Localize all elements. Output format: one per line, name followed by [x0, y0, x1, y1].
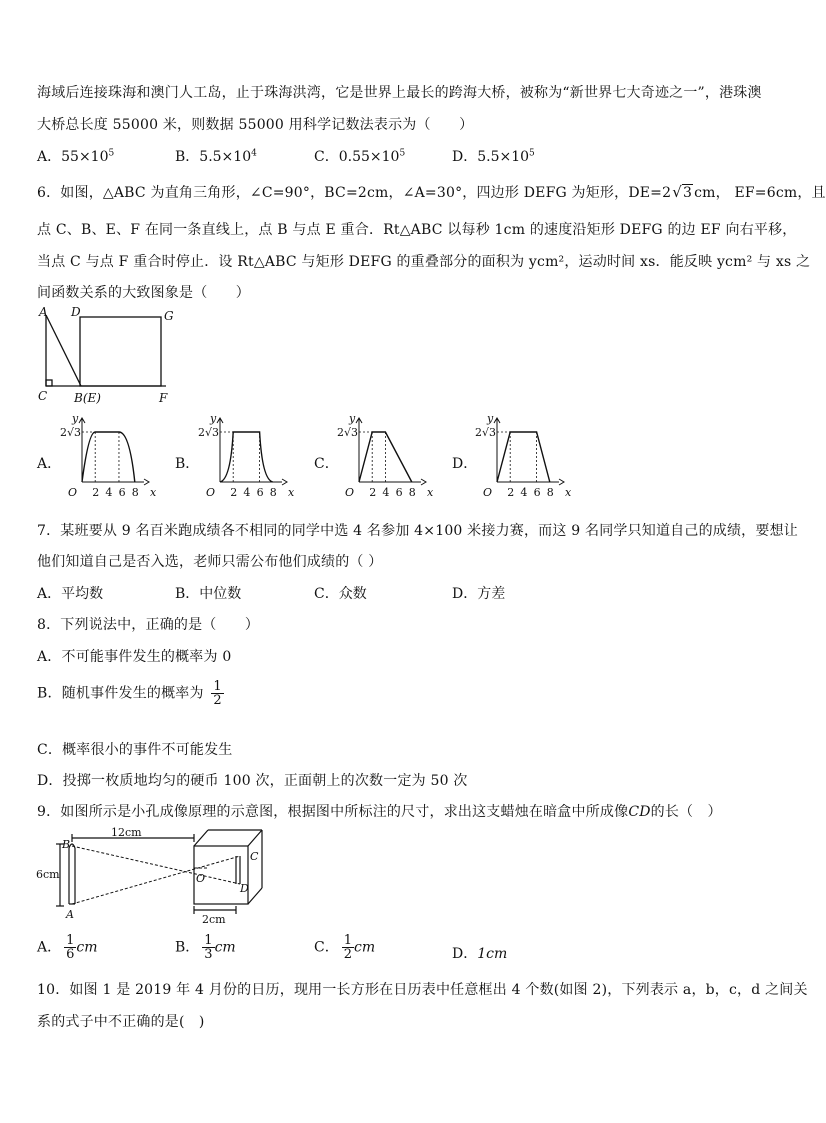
q9-option-c[interactable]: C． $\frac{1}{2}$ cm: [314, 933, 376, 962]
q8-option-c[interactable]: C．概率很小的事件不可能发生: [37, 742, 233, 758]
q9-label-b: B: [62, 838, 71, 851]
q6-label-g: G: [164, 309, 174, 323]
q6-label-a: A: [39, 305, 48, 319]
x-axis-label: x: [427, 486, 434, 499]
x-tick-label: 4: [382, 486, 390, 499]
x-axis-arrow-icon: [144, 479, 149, 485]
q7-line-2: 他们知道自己是否入选，老师只需公布他们成绩的（ ）: [37, 554, 383, 570]
q5-line-1: 海域后连接珠海和澳门人工岛，止于珠海洪湾，它是世界上最长的跨海大桥，被称为“新世界七大奇迹之一”，港珠澳: [37, 85, 762, 101]
q6-label-d: D: [71, 305, 81, 319]
y-axis-label: y: [349, 412, 356, 425]
q6-option-c-label[interactable]: C．: [314, 456, 339, 472]
x-tick-label: 6: [118, 486, 126, 499]
q9-option-b[interactable]: B． $\frac{1}{3}$ cm: [175, 933, 236, 962]
q6-line-4: 间函数关系的大致图象是（ ）: [37, 285, 250, 301]
origin-label: O: [206, 486, 216, 499]
x-tick-label: 2: [92, 486, 100, 499]
origin-label: O: [483, 486, 493, 499]
x-tick-label: 8: [408, 486, 416, 499]
q6-option-a-label[interactable]: A．: [37, 456, 62, 472]
origin-label: O: [68, 486, 78, 499]
q6-label-c: C: [38, 389, 48, 403]
q8-stem: 8．下列说法中，正确的是（ ）: [37, 617, 260, 633]
q6-line-1: 6．如图，△ABC 为直角三角形，∠C=90°，BC=2cm，∠A=30°，四边形 DEFG 为矩形，DE=2√3 cm， EF=6cm，且: [37, 183, 826, 201]
y-max-label: 2√3: [475, 426, 497, 439]
q6-option-b-label[interactable]: B．: [175, 456, 200, 472]
x-axis-arrow-icon: [421, 479, 426, 485]
x-axis-arrow-icon: [559, 479, 564, 485]
x-tick-label: 8: [269, 486, 277, 499]
x-axis-label: x: [288, 486, 295, 499]
q8-option-b[interactable]: B．随机事件发生的概率为 $\frac{1}{2}$: [37, 679, 222, 708]
y-axis-label: y: [487, 412, 494, 425]
x-tick-label: 4: [105, 486, 113, 499]
x-axis-label: x: [565, 486, 572, 499]
q5-line-2: 大桥总长度 55000 米，则数据 55000 用科学记数法表示为（ ）: [37, 117, 474, 133]
x-axis-arrow-icon: [282, 479, 287, 485]
q9-label-d: D: [240, 882, 249, 895]
x-tick-label: 4: [243, 486, 251, 499]
q9-option-a[interactable]: A． $\frac{1}{6}$ cm: [37, 933, 98, 962]
origin-label: O: [345, 486, 355, 499]
x-tick-label: 8: [131, 486, 139, 499]
q6-line-2: 点 C、B、E、F 在同一条直线上，点 B 与点 E 重合．Rt△ABC 以每秒 1cm 的速度沿矩形 DEFG 的边 EF 向右平移，: [37, 222, 797, 238]
y-max-label: 2√3: [60, 426, 82, 439]
q10-line-2: 系的式子中不正确的是( ): [37, 1014, 205, 1030]
q8-option-b-fraction: $\frac{1}{2}$: [213, 679, 222, 708]
x-tick-label: 2: [507, 486, 515, 499]
graph-curve: [82, 432, 135, 482]
y-max-label: 2√3: [337, 426, 359, 439]
q7-option-b[interactable]: B．中位数: [175, 586, 242, 602]
q9-pinhole-figure: [36, 826, 276, 926]
q9-stem: 9．如图所示是小孔成像原理的示意图，根据图中所标注的尺寸，求出这支蜡烛在暗盒中所成像CD的长（ ）: [37, 804, 722, 820]
q7-line-1: 7．某班要从 9 名百米跑成绩各不相同的同学中选 4 名参加 4×100 米接力赛，而这 9 名同学只知道自己的成绩，要想让: [37, 523, 798, 539]
q5-option-b[interactable]: B．$5.5\times 10^4$: [175, 148, 257, 165]
y-axis-label: y: [210, 412, 217, 425]
q9-label-a: A: [66, 908, 74, 921]
q6-label-be: B(E): [74, 391, 101, 405]
x-tick-label: 2: [369, 486, 377, 499]
q8-option-d[interactable]: D．投掷一枚质地均匀的硬币 100 次，正面朝上的次数一定为 50 次: [37, 773, 468, 789]
q9-label-12cm: 12cm: [111, 826, 142, 839]
q10-line-1: 10．如图 1 是 2019 年 4 月份的日历，现用一长方形在日历表中任意框出 4 个数(如图 2)，下列表示 a，b，c，d 之间关: [37, 982, 808, 998]
q6-triangle-rectangle-figure: [36, 306, 186, 406]
q9-label-6cm: 6cm: [36, 868, 60, 881]
graph-curve: [497, 432, 550, 482]
y-max-label: 2√3: [198, 426, 220, 439]
q9-option-d[interactable]: D．1cm: [452, 946, 508, 962]
q9-label-c: C: [250, 850, 259, 863]
graph-curve: [220, 432, 273, 482]
q7-option-a[interactable]: A．平均数: [37, 586, 104, 602]
q7-option-d[interactable]: D．方差: [452, 586, 506, 602]
x-axis-label: x: [150, 486, 157, 499]
q6-option-d-label[interactable]: D．: [452, 456, 478, 472]
x-tick-label: 8: [546, 486, 554, 499]
q6-label-f: F: [159, 391, 168, 405]
y-axis-label: y: [72, 412, 79, 425]
q8-option-a[interactable]: A．不可能事件发生的概率为 0: [37, 649, 232, 665]
q6-graph-d[interactable]: [475, 410, 585, 502]
x-tick-label: 6: [395, 486, 403, 499]
x-tick-label: 2: [230, 486, 238, 499]
q6-graph-c[interactable]: [337, 410, 447, 502]
q6-line-3: 当点 C 与点 F 重合时停止．设 Rt△ABC 与矩形 DEFG 的重叠部分的面积为 ycm²，运动时间 xs．能反映 ycm² 与 xs 之: [37, 254, 811, 270]
q9-label-o: O: [196, 872, 206, 885]
x-tick-label: 4: [520, 486, 528, 499]
q6-graph-b[interactable]: [198, 410, 308, 502]
q5-option-d[interactable]: D．$5.5\times 10^5$: [452, 148, 535, 165]
x-tick-label: 6: [256, 486, 264, 499]
q9-label-2cm: 2cm: [202, 913, 226, 926]
q5-option-a[interactable]: A．$55\times 10^5$: [37, 148, 115, 165]
x-tick-label: 6: [533, 486, 541, 499]
q7-option-c[interactable]: C．众数: [314, 586, 367, 602]
q6-graph-a[interactable]: [60, 410, 170, 502]
q5-option-c[interactable]: C．$0.55\times 10^5$: [314, 148, 406, 165]
